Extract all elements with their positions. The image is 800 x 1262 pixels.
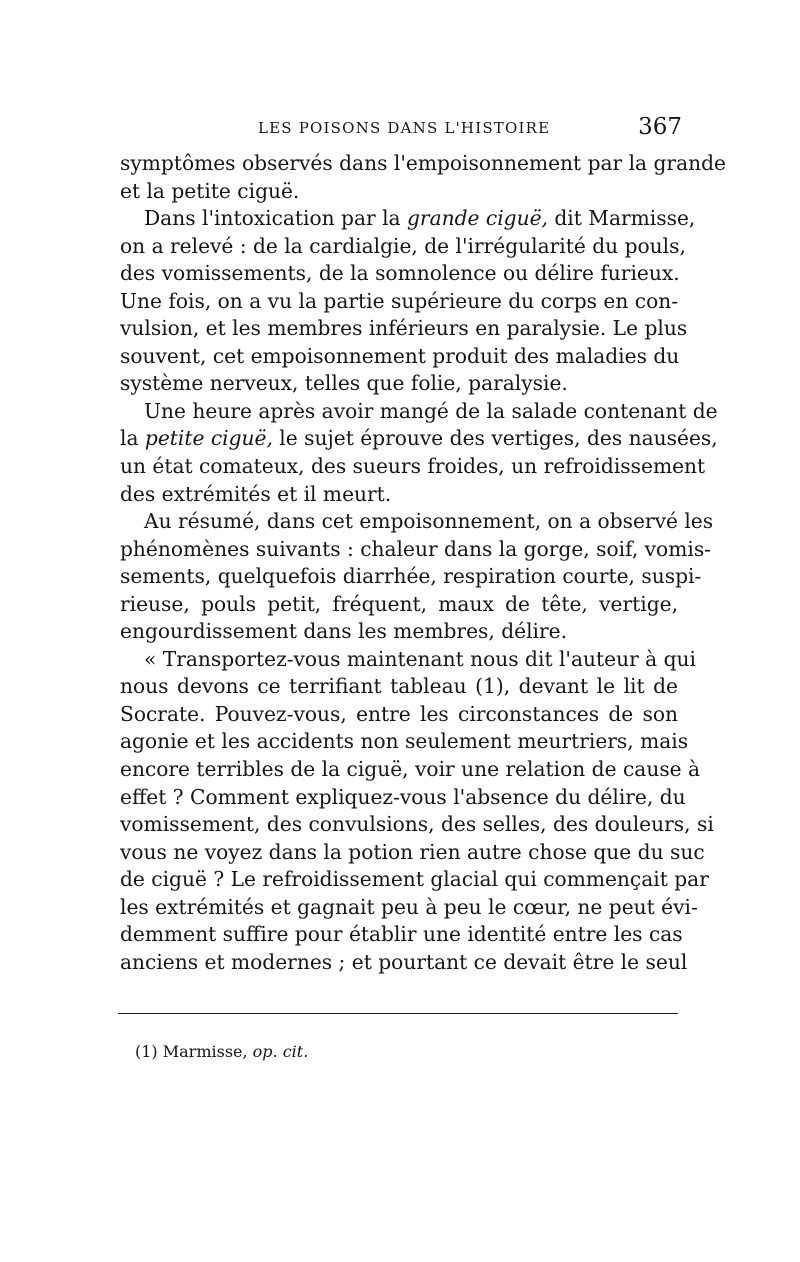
text-line: vulsion, et les membres inférieurs en paralysie. Le plus bbox=[120, 316, 688, 341]
text-line: souvent, cet empoisonnement produit des maladies du bbox=[120, 343, 680, 368]
text-line: symptômes observés dans l'empoisonnement par la grande bbox=[120, 151, 726, 175]
text-line: de ciguë ? Le refroidissement glacial qui commençait par bbox=[120, 867, 709, 892]
text-line: la petite ciguë, le sujet éprouve des vertiges, des nausées, bbox=[120, 426, 718, 451]
text-line: nous devons ce terrifiant tableau (1), devant le lit de bbox=[120, 674, 678, 699]
text-line: un état comateux, des sueurs froides, un refroidissement bbox=[120, 454, 706, 479]
text-line: « Transportez-vous maintenant nous dit l'auteur à qui bbox=[144, 646, 696, 671]
text-line: des vomissements, de la somnolence ou délire furieux. bbox=[120, 261, 680, 286]
text-line: Dans l'intoxication par la grande ciguë, dit Marmisse, bbox=[144, 206, 696, 231]
body-text bbox=[120, 150, 726, 976]
text-line: Socrate. Pouvez-vous, entre les circonstances de son bbox=[120, 701, 678, 726]
text-line: vous ne voyez dans la potion rien autre chose que du suc bbox=[120, 839, 705, 864]
text-line: vomissement, des convulsions, des selles, des douleurs, si bbox=[120, 812, 714, 837]
text-line: anciens et modernes ; et pourtant ce devait être le seul bbox=[120, 949, 688, 974]
text-line: rieuse, pouls petit, fréquent, maux de tête, vertige, bbox=[120, 591, 678, 616]
running-title: LES POISONS DANS L'HISTOIRE bbox=[258, 119, 551, 137]
text-line: Une fois, on a vu la partie supérieure du corps en con- bbox=[120, 288, 679, 313]
text-line: on a relevé : de la cardialgie, de l'irrégularité du pouls, bbox=[120, 233, 686, 258]
text-line: système nerveux, telles que folie, paralysie. bbox=[120, 371, 568, 396]
text-line: agonie et les accidents non seulement meurtriers, mais bbox=[120, 729, 689, 754]
footnote-reference: op. cit. bbox=[252, 1042, 309, 1061]
text-line: et la petite ciguë. bbox=[120, 178, 300, 203]
text-line: les extrémités et gagnait peu à peu le cœur, ne peut évi- bbox=[120, 894, 698, 919]
text-line: phénomènes suivants : chaleur dans la gorge, soif, vomis- bbox=[120, 536, 711, 561]
text-line: des extrémités et il meurt. bbox=[120, 481, 392, 506]
text-line: encore terribles de la ciguë, voir une relation de cause à bbox=[120, 757, 701, 782]
text-line: Une heure après avoir mangé de la salade contenant de bbox=[144, 398, 718, 423]
running-header bbox=[120, 114, 682, 144]
text-line: sements, quelquefois diarrhée, respiration courte, suspi- bbox=[120, 564, 702, 589]
text-line: engourdissement dans les membres, délire. bbox=[120, 619, 568, 644]
footnote-divider bbox=[118, 1013, 678, 1014]
text-line: effet ? Comment expliquez-vous l'absence du délire, du bbox=[120, 784, 686, 809]
text-line: demment suffire pour établir une identité entre les cas bbox=[120, 922, 683, 947]
footnote-marker: (1) Marmisse, bbox=[135, 1042, 253, 1061]
text-line: Au résumé, dans cet empoisonnement, on a observé les bbox=[144, 509, 714, 534]
footnote bbox=[135, 1042, 308, 1061]
page-number: 367 bbox=[638, 114, 682, 140]
